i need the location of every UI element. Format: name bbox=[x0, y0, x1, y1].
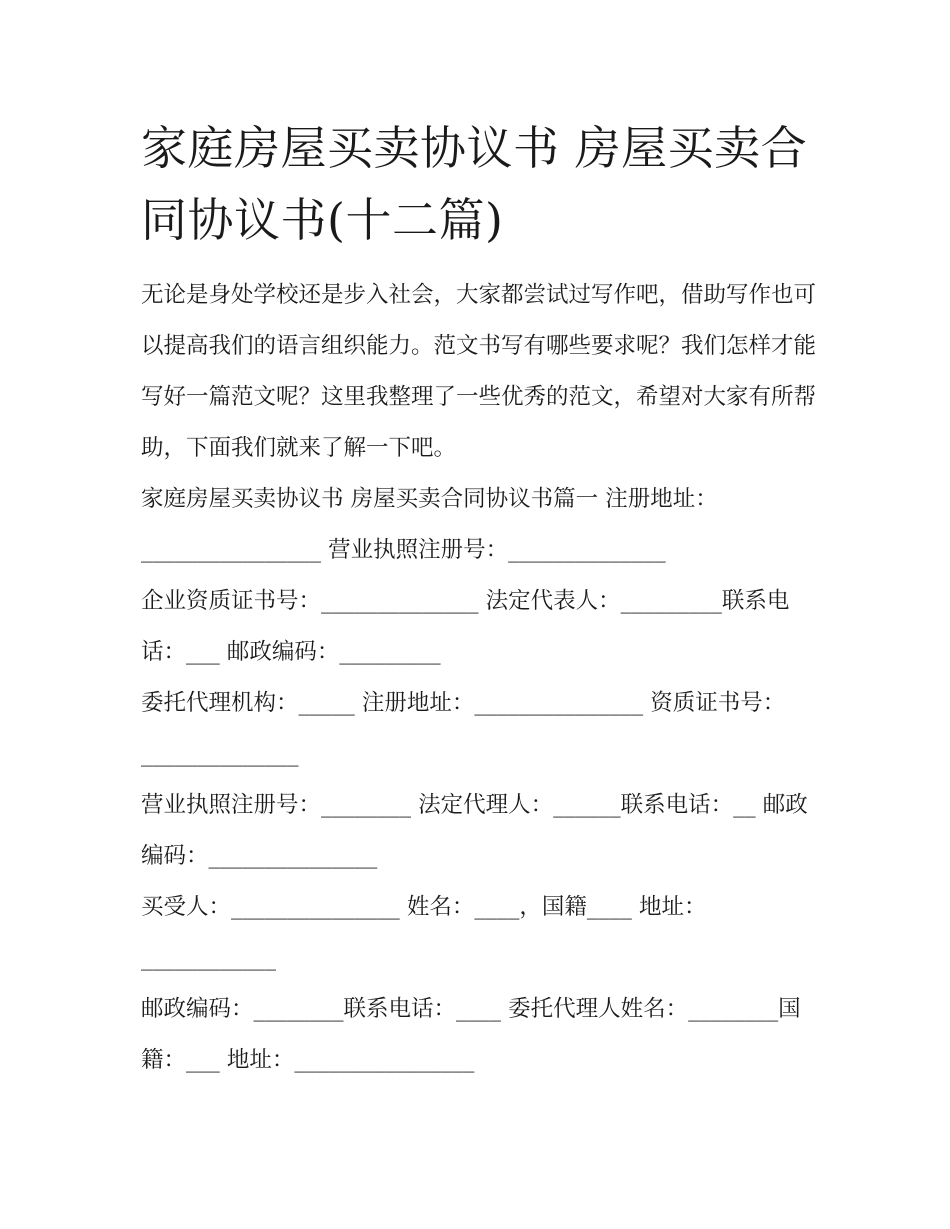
contract-line-seller-address: 家庭房屋买卖协议书 房屋买卖合同协议书篇一 注册地址：________________ 营业执照注册号：______________ bbox=[141, 486, 718, 563]
contract-line-buyer-contact: 邮政编码：________联系电话：____ 委托代理人姓名：________国籍：___ 地址：________________ bbox=[141, 996, 801, 1073]
document-page bbox=[141, 112, 821, 1086]
contract-line-seller-license: 企业资质证书号：______________ 法定代表人：_________联系电话：___ 邮政编码：_________ bbox=[141, 588, 790, 665]
intro-paragraph: 无论是身处学校还是步入社会，大家都尝试过写作吧，借助写作也可以提高我们的语言组织能力。范文书写有哪些要求呢？我们怎样才能写好一篇范文呢？这里我整理了一些优秀的范文，希望对大家有所帮助，下面我们就来了解一下吧。 bbox=[141, 282, 817, 461]
contract-line-agency: 委托代理机构：_____ 注册地址：_______________ 资质证书号：______________ bbox=[141, 690, 786, 767]
contract-line-agency-license: 营业执照注册号：________ 法定代理人：______联系电话：__ 邮政编码：_______________ bbox=[141, 792, 808, 869]
document-title: 家庭房屋买卖协议书 房屋买卖合同协议书(十二篇) bbox=[141, 121, 808, 247]
contract-line-buyer: 买受人：_______________ 姓名：____，国籍____ 地址：____________ bbox=[141, 894, 707, 971]
